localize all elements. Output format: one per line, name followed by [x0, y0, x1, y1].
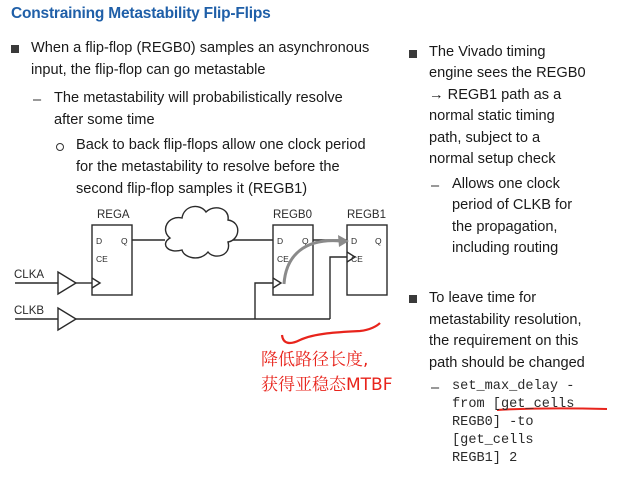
annotation-line-2: 获得亚稳态MTBF	[261, 375, 393, 395]
left-sub-1-line-2: after some time	[54, 112, 155, 128]
right-bullet-1-line-3: → REGB1 path as a	[429, 87, 562, 103]
regb1-label: REGB1	[347, 209, 386, 221]
right-bullet-2-line-4: path should be changed	[429, 355, 585, 371]
clka-buffer	[58, 272, 76, 294]
clkb-buffer	[58, 308, 76, 330]
code-line-4: [get_cells	[452, 433, 534, 448]
regb0-pin-q: Q	[302, 236, 309, 246]
left-subsub-1-line-1: Back to back flip-flops allow one clock period	[76, 137, 366, 153]
dash-bullet: –	[33, 92, 42, 108]
right-bullet-2-line-1: To leave time for	[429, 290, 537, 306]
left-bullet-1-line-2: input, the flip-flop can go metastable	[31, 62, 266, 78]
regb0-pin-ce: CE	[277, 254, 289, 264]
regb1-pin-q: Q	[375, 236, 382, 246]
right-bullet-2-line-3: the requirement on this	[429, 333, 579, 349]
right-bullet-2-line-2: metastability resolution,	[429, 312, 582, 328]
regb0-label: REGB0	[273, 209, 312, 221]
right-bullet-1-line-6: normal setup check	[429, 151, 556, 167]
rega-pin-q: Q	[121, 236, 128, 246]
right-bullet-1-line-5: path, subject to a	[429, 130, 541, 146]
left-sub-1-line-1: The metastability will probabilistically resolve	[54, 90, 343, 106]
right-sub-1-line-2: period of CLKB for	[452, 197, 573, 213]
code-line-5: REGB1] 2	[452, 451, 518, 466]
bullet-square	[409, 50, 417, 58]
dash-bullet: –	[431, 178, 440, 194]
code-line-3: REGB0] -to	[452, 415, 534, 430]
code-line-1: set_max_delay -	[452, 379, 575, 394]
logic-cloud	[166, 206, 238, 257]
right-bullet-1-line-1: The Vivado timing	[429, 44, 546, 60]
right-bullet-1-line-2: engine sees the REGB0	[429, 65, 586, 81]
left-subsub-1-line-3: second flip-flop samples it (REGB1)	[76, 181, 308, 197]
right-sub-1-line-4: including routing	[452, 240, 559, 256]
regb0-pin-d: D	[277, 236, 284, 246]
rega-pin-d: D	[96, 236, 103, 246]
clka-label: CLKA	[14, 269, 45, 281]
regb1-pin-ce: CE	[351, 254, 363, 264]
code-line-2: from [get_cells	[452, 397, 575, 412]
left-subsub-1-line-2: for the metastability to resolve before the	[76, 159, 340, 175]
regb1-pin-d: D	[351, 236, 358, 246]
annotation-line-1: 降低路径长度,	[261, 350, 369, 370]
right-sub-1-line-3: the propagation,	[452, 219, 558, 235]
red-squiggle-curve	[282, 323, 380, 343]
right-bullet-1-line-4: normal static timing	[429, 108, 555, 124]
dash-bullet: –	[431, 380, 440, 396]
rega-label: REGA	[97, 209, 130, 221]
clkb-label: CLKB	[14, 305, 45, 317]
slide-title: Constraining Metastability Flip-Flips	[11, 5, 271, 22]
bullet-square	[409, 295, 417, 303]
right-sub-1-line-1: Allows one clock	[452, 176, 560, 192]
left-bullet-1-line-1: When a flip-flop (REGB0) samples an asynchronous	[31, 40, 370, 56]
rega-pin-ce: CE	[96, 254, 108, 264]
